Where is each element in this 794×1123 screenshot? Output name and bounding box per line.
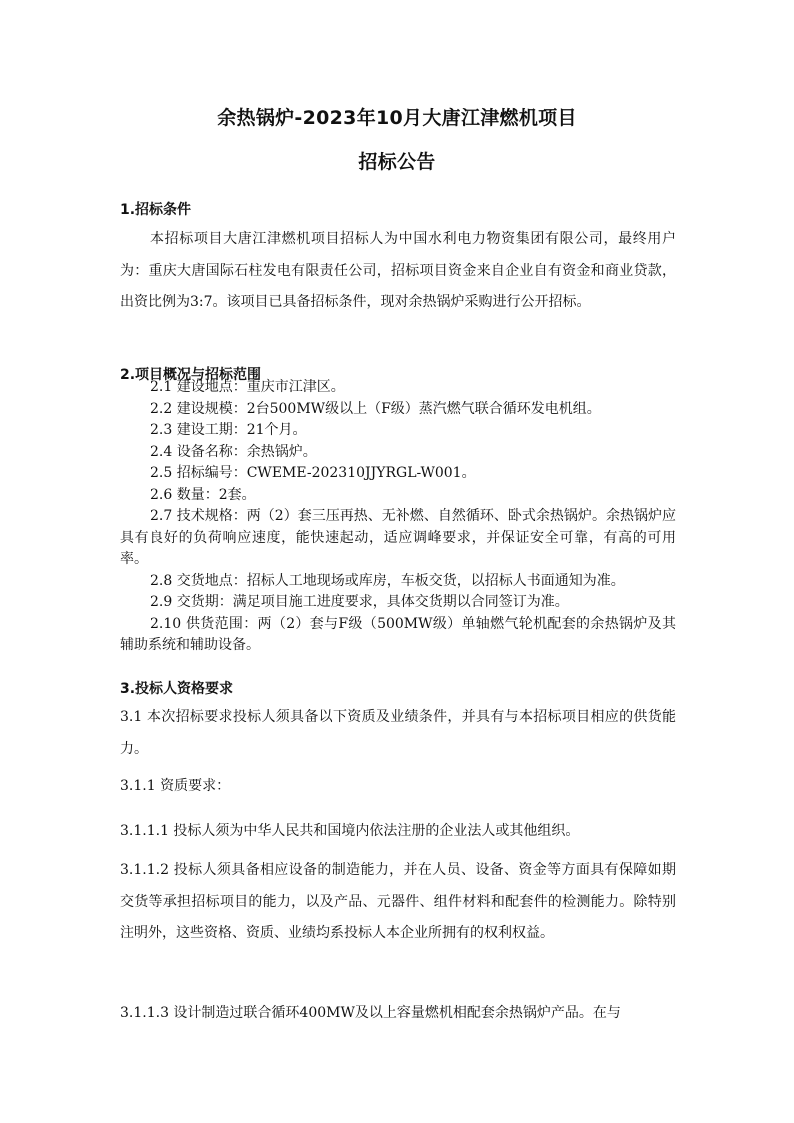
section-1-heading: 1.招标条件 [120,202,192,218]
list-item: 2.3 建设工期：21个月。 [150,422,307,438]
list-item: 2.2 建设规模：2台500MW级以上（F级）蒸汽燃气联合循环发电机组。 [150,400,601,417]
section-3-heading: 3.投标人资格要求 [120,681,234,697]
section-3-1-1-2-paragraph: 3.1.1.2 投标人须具备相应设备的制造能力，并在人员、设备、资金等方面具有保障如期交货等承担招标项目的能力，以及产品、元器件、组件材料和配套件的检测能力。除特别注明外，这些资格、资质、业绩均系投标人本企业所拥有的权利权益。 [120,862,676,941]
document-title: 余热锅炉-2023年10月大唐江津燃机项目 [217,107,577,129]
section-3-1-paragraph: 3.1 本次招标要求投标人须具备以下资质及业绩条件，并具有与本招标项目相应的供货能力。 [120,709,676,757]
list-item: 2.8 交货地点：招标人工地现场或库房，车板交货，以招标人书面通知为准。 [150,572,625,589]
list-item: 2.4 设备名称：余热锅炉。 [150,443,317,460]
section-3-1-1-1-paragraph: 3.1.1.1 投标人须为中华人民共和国境内依法注册的企业法人或其他组织。 [120,823,580,839]
section-2-heading: 2.项目概况与招标范围 [120,367,262,383]
section-1-paragraph: 本招标项目大唐江津燃机项目招标人为中国水利电力物资集团有限公司，最终用户为：重庆大唐国际石柱发电有限责任公司，招标项目资金来自企业自有资金和商业贷款，出资比例为3:7。该项目已具备招标条件，现对余热锅炉采购进行公开招标。 [120,231,676,310]
document-subtitle: 招标公告 [358,151,436,173]
list-item: 2.6 数量：2套。 [150,486,256,503]
section-3-1-1-3-paragraph: 3.1.1.3 设计制造过联合循环400MW及以上容量燃机相配套余热锅炉产品。在与 [120,1005,621,1021]
section-3-1-1-paragraph: 3.1.1 资质要求： [120,778,231,794]
section-2-list [120,377,676,657]
list-item: 2.9 交货期：满足项目施工进度要求，具体交货期以合同签订为准。 [150,594,569,610]
list-item: 2.10 供货范围：两（2）套与F级（500MW级）单轴燃气轮机配套的余热锅炉及其辅助系统和辅助设备。 [120,615,676,653]
list-item: 2.7 技术规格：两（2）套三压再热、无补燃、自然循环、卧式余热锅炉。余热锅炉应具有良好的负荷响应速度，能快速起动，适应调峰要求，并保证安全可靠，有高的可用率。 [120,508,676,567]
list-item: 2.1 建设地点：重庆市江津区。 [150,379,345,395]
list-item: 2.5 招标编号：CWEME-202310JJYRGL-W001。 [150,465,476,481]
